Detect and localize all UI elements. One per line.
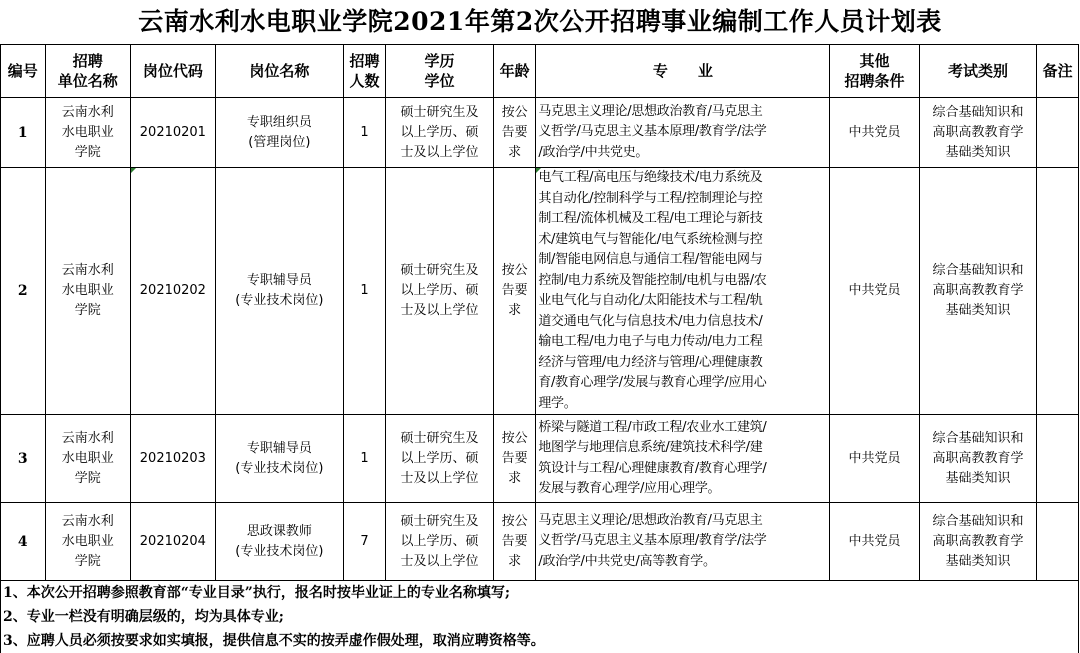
row-code: 20210204 [130, 503, 215, 581]
header-remark: 备注 [1037, 45, 1079, 98]
row-other: 中共党员 [830, 168, 919, 415]
header-exam: 考试类别 [919, 45, 1037, 98]
notes-row [1, 581, 1079, 653]
row-position: 专职辅导员 (专业技术岗位) [215, 415, 343, 503]
row-major: 马克思主义理论/思想政治教育/马克思主 义哲学/马克思主义基本原理/教育学/法学 /政治学/中共党史/高等教育学。 [536, 503, 830, 581]
header-age: 年龄 [493, 45, 536, 98]
header-count: 招聘 人数 [343, 45, 386, 98]
row-education: 硕士研究生及 以上学历、硕 士及以上学位 [386, 503, 493, 581]
header-code: 岗位代码 [130, 45, 215, 98]
row-remark [1037, 415, 1079, 503]
row-position: 专职组织员 (管理岗位) [215, 98, 343, 168]
row-count: 1 [343, 415, 386, 503]
row-no: 4 [1, 503, 46, 581]
row-position: 思政课教师 (专业技术岗位) [215, 503, 343, 581]
row-unit: 云南水利 水电职业 学院 [45, 98, 130, 168]
row-unit: 云南水利 水电职业 学院 [45, 168, 130, 415]
header-other: 其他 招聘条件 [830, 45, 919, 98]
row-count: 7 [343, 503, 386, 581]
row-education: 硕士研究生及 以上学历、硕 士及以上学位 [386, 98, 493, 168]
recruitment-plan-table [0, 44, 1079, 653]
row-education: 硕士研究生及 以上学历、硕 士及以上学位 [386, 168, 493, 415]
row-exam: 综合基础知识和 高职高教教育学 基础类知识 [919, 98, 1037, 168]
row-no: 3 [1, 415, 46, 503]
row-code: 20210202 [130, 168, 215, 415]
row-age: 按公 告要 求 [493, 98, 536, 168]
row-exam: 综合基础知识和 高职高教教育学 基础类知识 [919, 415, 1037, 503]
header-position: 岗位名称 [215, 45, 343, 98]
row-education: 硕士研究生及 以上学历、硕 士及以上学位 [386, 415, 493, 503]
row-age: 按公 告要 求 [493, 415, 536, 503]
row-other: 中共党员 [830, 98, 919, 168]
notes [1, 581, 1078, 653]
table-row [1, 168, 1079, 415]
table-row [1, 415, 1079, 503]
row-code: 20210201 [130, 98, 215, 168]
table-row [1, 98, 1079, 168]
row-remark [1037, 98, 1079, 168]
row-no: 1 [1, 98, 46, 168]
table-header-row [1, 45, 1079, 98]
row-age: 按公 告要 求 [493, 168, 536, 415]
row-unit: 云南水利 水电职业 学院 [45, 415, 130, 503]
row-position: 专职辅导员 (专业技术岗位) [215, 168, 343, 415]
row-other: 中共党员 [830, 503, 919, 581]
row-unit: 云南水利 水电职业 学院 [45, 503, 130, 581]
note-item: 3、应聘人员必须按要求如实填报，提供信息不实的按弄虚作假处理，取消应聘资格等。 [3, 629, 1078, 653]
header-unit: 招聘 单位名称 [45, 45, 130, 98]
row-remark [1037, 168, 1079, 415]
note-item: 2、专业一栏没有明确层级的，均为具体专业; [3, 605, 1078, 629]
row-major: 电气工程/高电压与绝缘技术/电力系统及 其自动化/控制科学与工程/控制理论与控 制工程/流体机械及工程/电工理论与新技 术/建筑电气与智能化/电气系统检测与控 制/智能电网信息与通信工程/智能电网与 控制/电力系统及智能控制/电机与电器/农 业电气化与自动化/太阳能技术与工程/轨 道交通电气化与信息技术/电力信息技术/ 输电工程/电力电子与电力传动/电力工程 经济与管理/电力经济与管理/心理健康教 育/教育心理学/发展与教育心理学/应用心 理学。 [536, 168, 830, 415]
row-count: 1 [343, 98, 386, 168]
row-code: 20210203 [130, 415, 215, 503]
page-title: 云南水利水电职业学院2021年第2次公开招聘事业编制工作人员计划表 [0, 0, 1080, 44]
table-row [1, 503, 1079, 581]
row-major: 马克思主义理论/思想政治教育/马克思主 义哲学/马克思主义基本原理/教育学/法学 /政治学/中共党史。 [536, 98, 830, 168]
row-major: 桥梁与隧道工程/市政工程/农业水工建筑/ 地图学与地理信息系统/建筑技术科学/建 筑设计与工程/心理健康教育/教育心理学/ 发展与教育心理学/应用心理学。 [536, 415, 830, 503]
row-exam: 综合基础知识和 高职高教教育学 基础类知识 [919, 168, 1037, 415]
header-major: 专 业 [536, 45, 830, 98]
row-count: 1 [343, 168, 386, 415]
note-item: 1、本次公开招聘参照教育部“专业目录”执行，报名时按毕业证上的专业名称填写; [3, 581, 1078, 605]
row-other: 中共党员 [830, 415, 919, 503]
header-no: 编号 [1, 45, 46, 98]
notes-cell [1, 581, 1079, 653]
row-age: 按公 告要 求 [493, 503, 536, 581]
row-exam: 综合基础知识和 高职高教教育学 基础类知识 [919, 503, 1037, 581]
row-remark [1037, 503, 1079, 581]
header-education: 学历 学位 [386, 45, 493, 98]
row-no: 2 [1, 168, 46, 415]
